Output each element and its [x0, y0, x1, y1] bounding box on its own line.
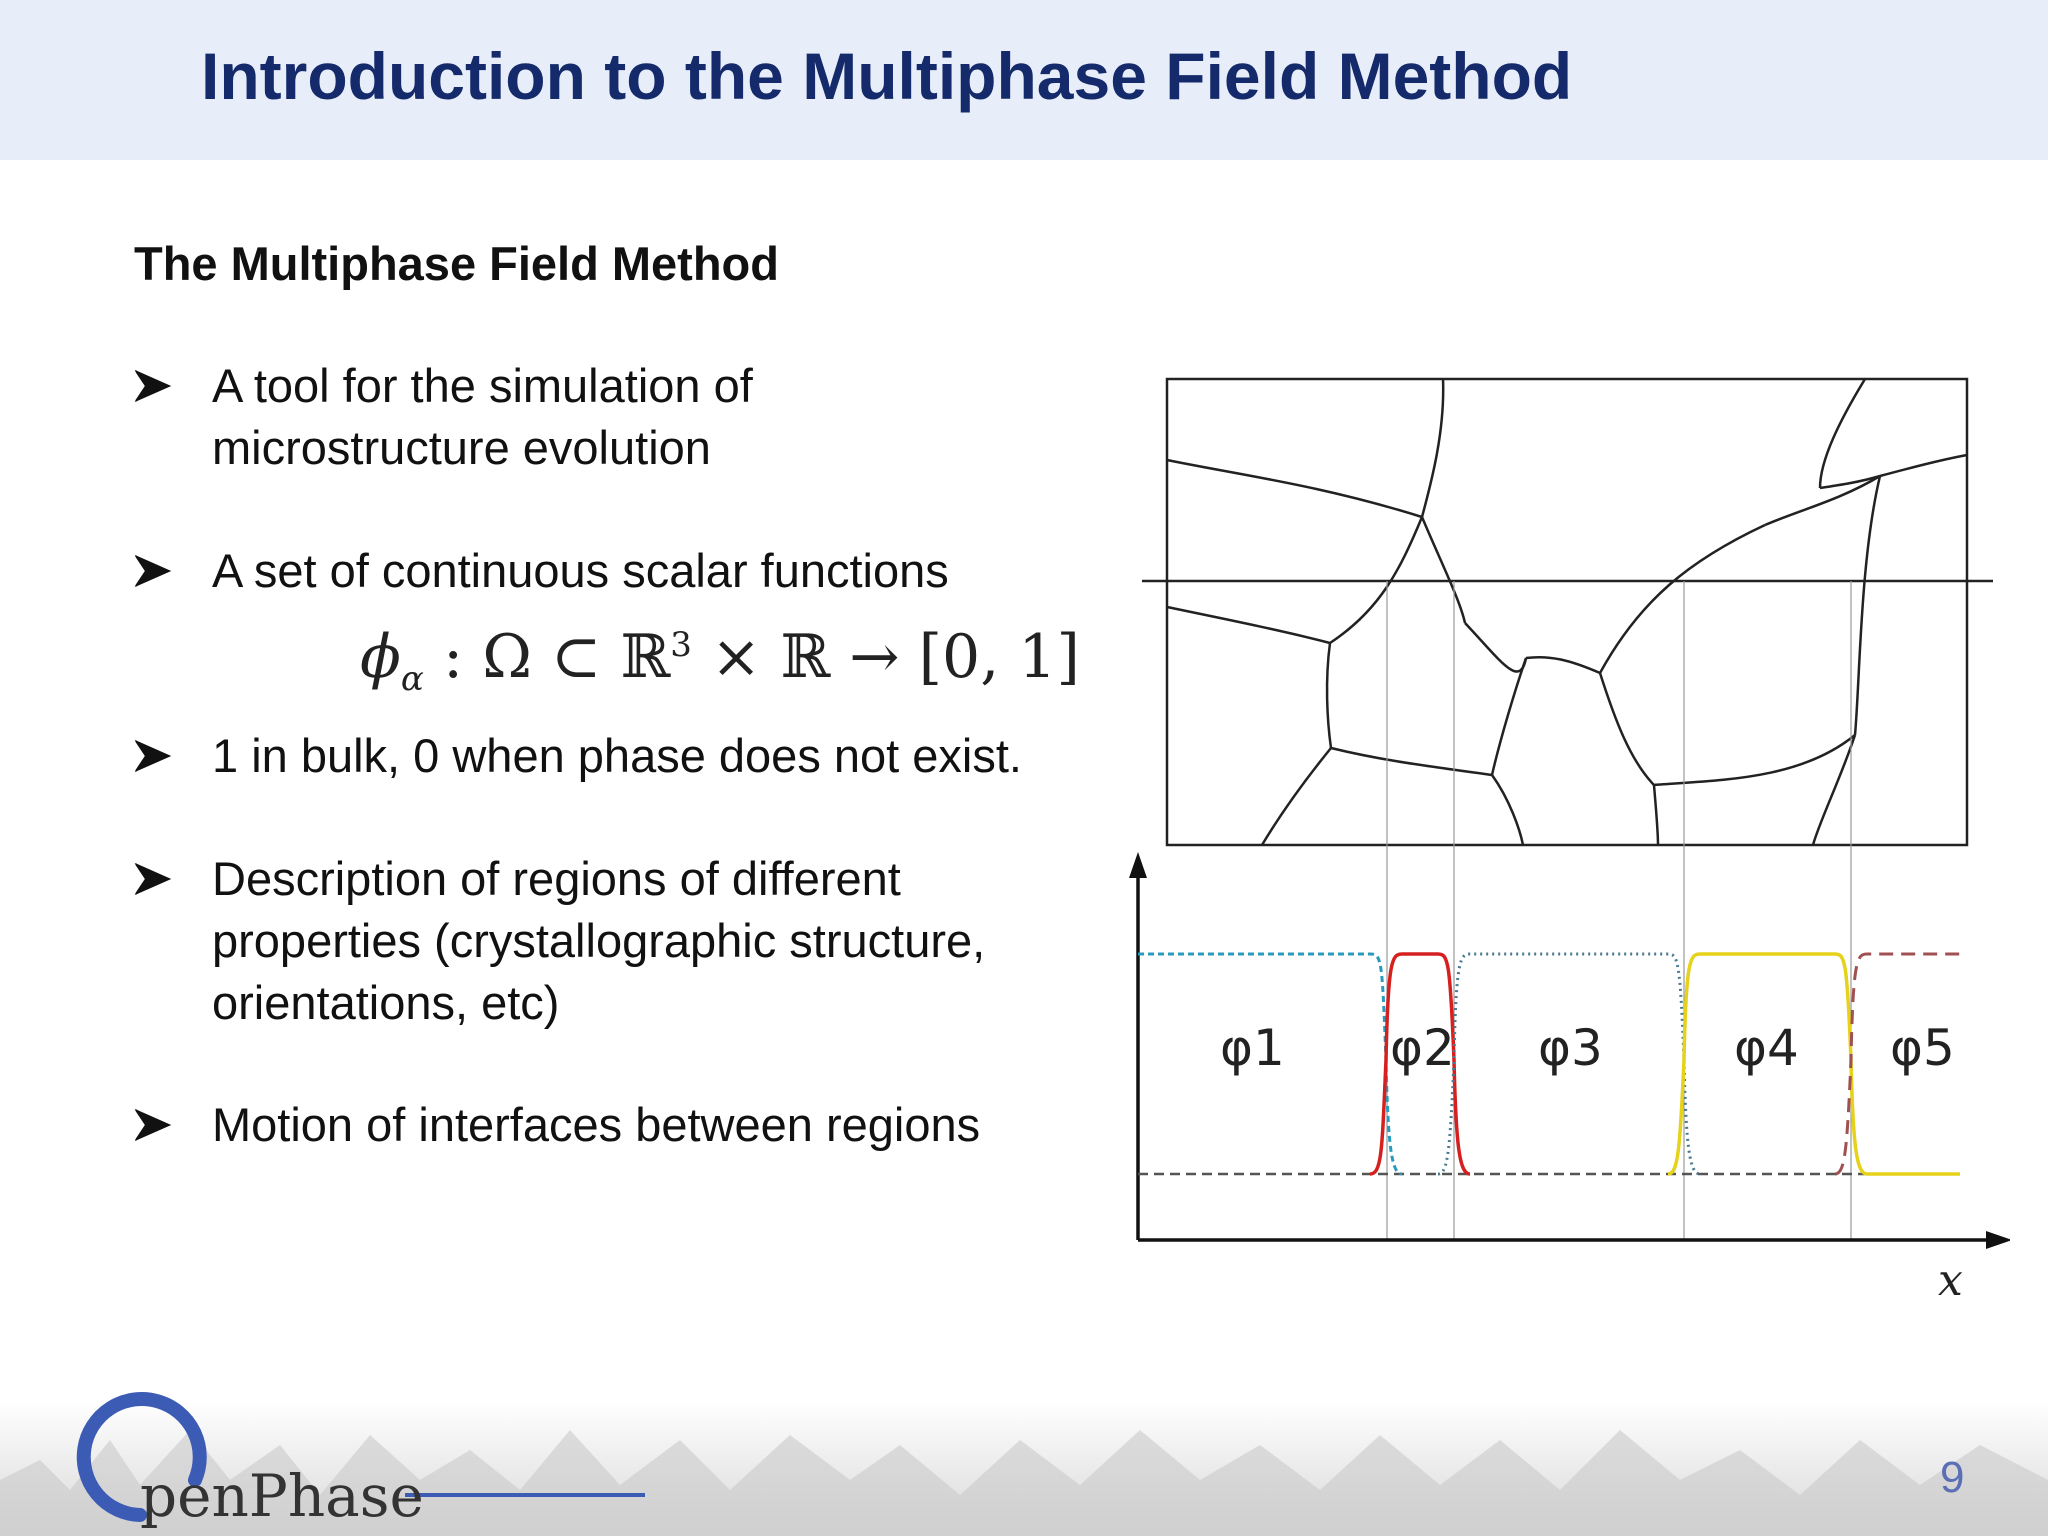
bullet-arrow-icon: [134, 860, 172, 898]
bullet-arrow-icon: [134, 737, 172, 775]
grain-structure-diagram: [1167, 379, 1967, 845]
grain-boundary: [1855, 476, 1880, 735]
phase-field-equation: [360, 622, 1080, 699]
phase-label: φ3: [1538, 1019, 1603, 1077]
grain-panel-frame: [1167, 379, 1967, 845]
bullet-text: [212, 725, 1022, 787]
grain-boundary: [1167, 460, 1422, 517]
y-axis-arrow-icon: [1129, 852, 1147, 878]
grain-boundary: [1465, 623, 1526, 672]
grain-boundary: [1327, 643, 1331, 748]
phase-label: φ5: [1890, 1019, 1955, 1077]
logo-text: penPhase: [140, 1462, 424, 1530]
bullet-text: [212, 355, 753, 479]
bullet-line: Motion of interfaces between regions: [212, 1098, 981, 1151]
equation-subscript: α: [400, 659, 424, 699]
bullet-line: Description of regions of different: [212, 852, 901, 905]
bullet-line: properties (crystallographic structure,: [212, 914, 986, 967]
grain-boundary: [1331, 748, 1492, 775]
grain-boundary: [1526, 657, 1600, 673]
bullet-line: A tool for the simulation of: [212, 359, 753, 412]
bullet-line: A set of continuous scalar functions: [212, 544, 949, 597]
phase-label: φ2: [1390, 1019, 1455, 1077]
equation-superscript: 3: [670, 625, 692, 665]
grain-boundary: [1820, 379, 1865, 488]
equation-phi: ϕ: [360, 622, 401, 692]
grain-boundary: [1813, 735, 1855, 845]
bullet-line: microstructure evolution: [212, 421, 711, 474]
grain-boundary: [1422, 517, 1465, 623]
multiphase-field-figure: [1120, 360, 2010, 1320]
grain-boundary: [1492, 775, 1523, 845]
grain-boundary: [1765, 476, 1880, 525]
page-number: 9: [1940, 1453, 1965, 1502]
grain-boundary: [1880, 455, 1967, 476]
grain-boundary: [1654, 785, 1658, 845]
phase-label: φ1: [1220, 1019, 1285, 1077]
x-axis-arrow-icon: [1986, 1231, 2010, 1249]
bullet-text: [212, 848, 985, 1034]
x-axis-label: x: [1938, 1255, 1963, 1306]
grain-boundary: [1600, 673, 1654, 785]
equation-domain: : Ω ⊂ ℝ: [423, 622, 671, 692]
bullet-text: [212, 540, 949, 602]
bullet-arrow-icon: [134, 1106, 172, 1144]
grain-boundary: [1492, 658, 1526, 775]
slide-title: Introduction to the Multiphase Field Method: [201, 39, 1573, 113]
grain-boundary: [1422, 379, 1443, 517]
bullet-arrow-icon: [134, 552, 172, 590]
bullet-line: orientations, etc): [212, 976, 560, 1029]
bullet-text: [212, 1094, 980, 1156]
bullet-arrow-icon: [134, 367, 172, 405]
section-heading: The Multiphase Field Method: [134, 237, 779, 290]
grain-boundary: [1262, 748, 1331, 845]
phase-label: φ4: [1734, 1019, 1799, 1077]
grain-boundary: [1167, 607, 1330, 643]
equation-range: × ℝ → [0, 1]: [691, 622, 1080, 692]
bullet-line: 1 in bulk, 0 when phase does not exist.: [212, 729, 1022, 782]
grain-boundary: [1600, 525, 1765, 673]
